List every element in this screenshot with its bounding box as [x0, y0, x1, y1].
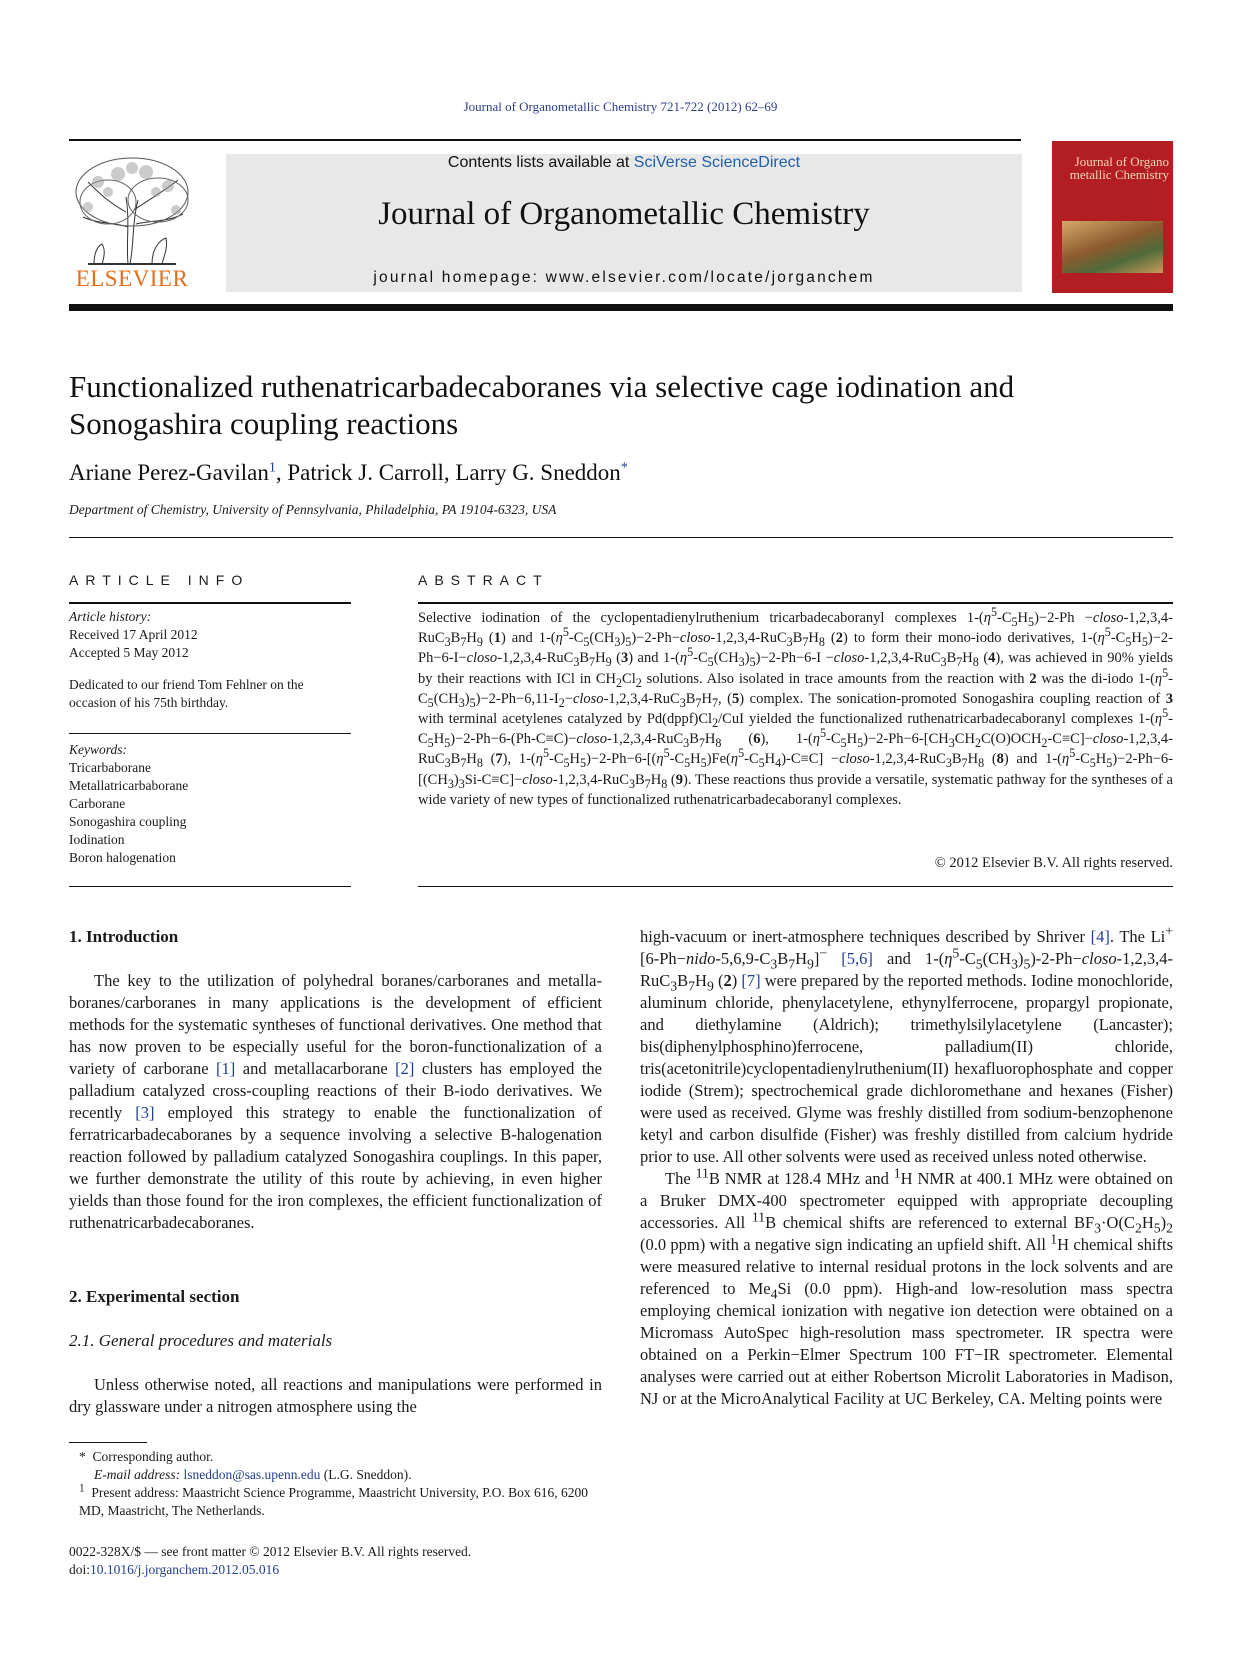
- abstract-heading: ABSTRACT: [418, 572, 549, 588]
- abstract-text: Selective iodination of the cyclopentadienylruthenium tricarbadecaboranyl complexes $1-(\eta^5-C_5H_5)-2-Ph$ $-closo-1,2,3,4-RuC_3B_7H_9$ (1) and $1-(\eta^5-C_5(CH_3)_5)-2-Ph-closo-1,2,3,4-RuC_3B_7H_8$ (2) to form their mono-iodo derivatives, $1-(\eta^5-C_5H_5)-2-Ph-6-I-closo-1,2,3,4-RuC_3B_7H_9$ (3) and $1-(\eta^5-C_5(CH_3)_5)-2-Ph-6-I$ $-closo-1,2,3,4-RuC_3B_7H_8$ (4), was achieved in 90% yields by their reactions with ICl in $CH_2Cl_2$ solutions. Also isolated in trace amounts from the reaction with 2 was the di-iodo $1-(\eta^5-C_5(CH_3)_5)-2-Ph-6,11-I_2-closo-1,2,3,4-RuC_3B_7H_7$, (5) complex. The sonication-promoted Sonogashira coupling reaction of 3 with terminal acetylenes catalyzed by $Pd(dppf)Cl_2$/CuI yielded the functionalized ruthenatricarbadecaboranyl complexes $1-(\eta^5-C_5H_5)-2-Ph-6-(Ph-C\equiv C)-closo-1,2,3,4-RuC_3B_7H_8$ (6), $1-(\eta^5-C_5H_5)-2-Ph-6-[CH_3CH_2C(O)OCH_2-C\equiv C]-closo-1,2,3,4-RuC_3B_7H_8$ (7), $1-(\eta^5-C_5H_5)-2-Ph-6-[(\eta^5-C_5H_5)Fe(\eta^5-C_5H_4)-C\equiv C]$ $-closo-1,2,3,4-RuC_3B_7H_8$ (8) and $1-(\eta^5-C_5H_5)-2-Ph-6-[(CH_3)_3Si-C\equiv C]-closo-1,2,3,4-RuC_3B_7H_8$ (9). These reactions thus provide a versatile, systematic pathway for the syntheses of a wide variety of new types of functionalized ruthenatricarbadecaboranyl complexes.: [418, 605, 1174, 808]
- author-names: , Patrick J. Carroll, Larry G. Sneddon: [275, 460, 621, 485]
- front-matter: [69, 1543, 602, 1579]
- doi-link[interactable]: 10.1016/j.jorganchem.2012.05.016: [90, 1562, 280, 1577]
- author-name: Ariane Perez-Gavilan: [69, 460, 269, 485]
- email-name: (L.G. Sneddon).: [323, 1467, 412, 1482]
- doi-label: doi:: [69, 1562, 91, 1577]
- footnote-rule: [69, 1442, 147, 1443]
- keywords-rule: [69, 733, 351, 734]
- keyword: Boron halogenation: [69, 850, 176, 865]
- subsection-heading: 2.1. General procedures and materials: [69, 1331, 333, 1350]
- keyword: Iodination: [69, 832, 125, 847]
- fn1-mark: 1: [79, 1482, 85, 1495]
- keyword: Tricarbaborane: [69, 760, 151, 775]
- masthead-bottom-rule: [69, 304, 1173, 311]
- contents-line: [226, 154, 1022, 172]
- header-rule: [69, 139, 1021, 141]
- journal-homepage[interactable]: journal homepage: www.elsevier.com/locate/jorganchem: [373, 269, 875, 286]
- elsevier-logo[interactable]: [68, 152, 196, 294]
- corresponding-author-link[interactable]: *: [620, 460, 628, 476]
- intro-paragraph: The key to the utilization of polyhedral boranes/carboranes and metalla-boranes/carboranes in many applications is the development of efficient methods for the systematic syntheses of functional derivatives. One method that has now proven to be especially useful for the boron-functionalization of a variety of carborane [1] and metallacarborane [2] clusters has employed the palladium catalyzed cross-coupling reactions of their B-iodo derivatives. We recently [3] employed this strategy to enable the functionalization of ferratricarbadecaboranes by a sequence involving a selective B-halogenation reaction followed by palladium catalyzed Sonogashira couplings. In this paper, we further demonstrate the utility of this route by achieving, in even higher yields than those found for the iron complexes, the efficient functionalization of ruthenatricarbadecaboranes.: [69, 971, 602, 1232]
- section-rule: [69, 537, 1173, 538]
- intro-heading: 1. Introduction: [69, 927, 179, 946]
- keyword: Carborane: [69, 796, 126, 811]
- journal-masthead: [226, 154, 1022, 292]
- journal-cover[interactable]: [1052, 141, 1173, 293]
- cover-title: Journal of Organo metallic Chemistry: [1069, 154, 1169, 182]
- received-date: Received 17 April 2012: [69, 627, 198, 642]
- experimental-heading: 2. Experimental section: [69, 1287, 240, 1306]
- contents-prefix: Contents lists available at: [447, 154, 634, 171]
- accepted-date: Accepted 5 May 2012: [69, 645, 189, 660]
- elsevier-wordmark: ELSEVIER: [75, 266, 189, 291]
- history-label: Article history:: [69, 609, 152, 624]
- article-history: [69, 608, 351, 712]
- abstract-bottom-rule: [418, 886, 1173, 887]
- email-link[interactable]: lsneddon@sas.upenn.edu: [183, 1467, 321, 1482]
- journal-title: Journal of Organometallic Chemistry: [378, 196, 870, 232]
- keywords-label: Keywords:: [69, 742, 127, 757]
- experimental-paragraph: Unless otherwise noted, all reactions and manipulations were performed in dry glassware under a nitrogen atmosphere using the: [69, 1375, 602, 1416]
- article-info-rule: [69, 602, 351, 604]
- keyword: Metallatricarbaborane: [69, 778, 189, 793]
- sciverse-link[interactable]: SciVerse ScienceDirect: [633, 154, 801, 171]
- email-label: E-mail address:: [94, 1467, 181, 1482]
- corresponding-author-note: Corresponding author.: [92, 1449, 214, 1464]
- affiliation: Department of Chemistry, University of Pennsylvania, Philadelphia, PA 19104-6323, USA: [69, 502, 557, 517]
- author-list: [69, 460, 628, 486]
- keyword: Sonogashira coupling: [69, 814, 187, 829]
- journal-citation[interactable]: Journal of Organometallic Chemistry 721-722 (2012) 62–69: [463, 99, 778, 114]
- article-info-heading: ARTICLE INFO: [69, 572, 250, 588]
- corr-mark: *: [79, 1449, 86, 1464]
- cover-image: [1062, 221, 1163, 273]
- issn-line: 0022-328X/$ — see front matter © 2012 Elsevier B.V. All rights reserved.: [69, 1544, 472, 1559]
- article-info-bottom-rule: [69, 886, 351, 887]
- article-title: Functionalized ruthenatricarbadecaboranes via selective cage iodination and Sonogashira coupling reactions: [69, 369, 1015, 441]
- footnotes: [69, 1448, 602, 1520]
- keywords-list: [69, 741, 351, 867]
- abstract-copyright: © 2012 Elsevier B.V. All rights reserved.: [934, 855, 1173, 871]
- footnote-link[interactable]: 1: [268, 460, 276, 476]
- procedures-paragraph: high-vacuum or inert-atmosphere techniques described by Shriver [4]. The $Li^+[6-Ph-nido-5,6,9-C_3B_7H_9]^-$ [5,6] and $1-(\eta^5-C_5(CH_3)_5)-2-Ph-closo-1,2,3,4-RuC_3B_7H_9$ (2) [7] were prepared by the reported methods. Iodine monochloride, aluminum chloride, phenylacetylene, ethynylferrocene, propargyl propionate, and diethylamine (Aldrich); trimethylsilylacetylene (Lancaster); bis(diphenylphosphino)ferrocene, palladium(II) chloride, tris(acetonitrile)cyclopentadienylruthenium(II) hexafluorophosphate and copper iodide (Strem); spectrochemical grade dichloromethane and hexanes (Fisher) were used as received. Glyme was freshly distilled from sodium-benzophenone ketyl and carbon disulfide (Fisher) was freshly distilled from calcium hydride prior to use. All other solvents were used as received unless noted otherwise. The $^{11}$B NMR at 128.4 MHz and $^1$H NMR at 400.1 MHz were obtained on a Bruker DMX-400 spectrometer equipped with appropriate decoupling accessories. All $^{11}$B chemical shifts are referenced to external $BF_3\cdot O(C_2H_5)_2$ (0.0 ppm) with a negative sign indicating an upfield shift. All $^1$H chemical shifts were measured relative to internal residual protons in the lock solvents and are referenced to $Me_4Si$ (0.0 ppm). High-and low-resolution mass spectra employing chemical ionization with negative ion detection were obtained on a Micromass AutoSpec high-resolution mass spectrometer. IR spectra were obtained on a Perkin−Elmer Spectrum 100 FT−IR spectrometer. Elemental analyses were carried out at either Robertson Microlit Laboratories in Madison, NJ or at the MicroAnalytical Facility at UC Berkeley, CA. Melting points were: [640, 923, 1174, 1408]
- abstract-rule: [418, 602, 1173, 604]
- present-address-note: Present address: Maastricht Science Programme, Maastricht University, P.O. Box 616, 6200 MD, Maastricht, The Netherlands.: [79, 1485, 589, 1518]
- dedication: Dedicated to our friend Tom Fehlner on the occasion of his 75th birthday.: [69, 677, 304, 710]
